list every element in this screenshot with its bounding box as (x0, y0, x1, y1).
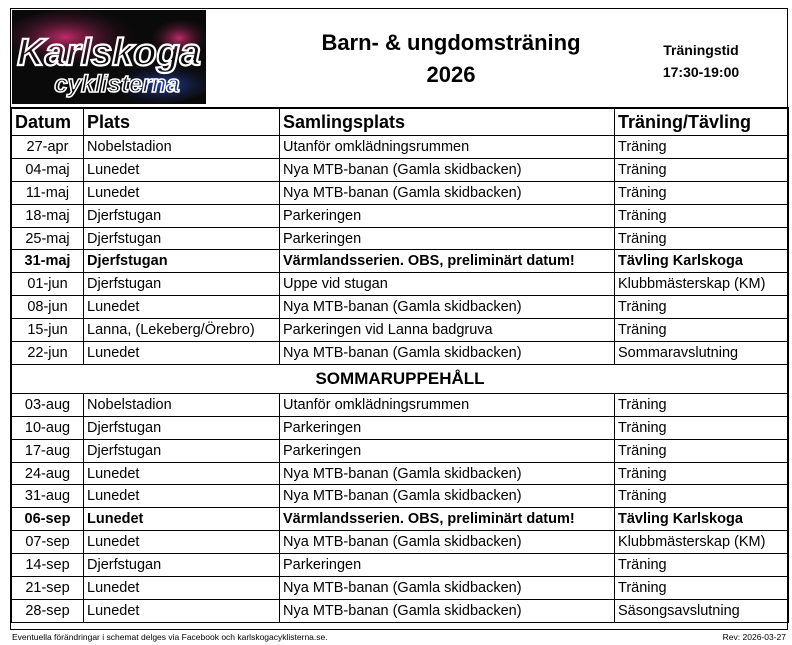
column-header-place: Plats (84, 108, 280, 136)
table-row (12, 342, 789, 365)
cell-place: Nobelstadion (84, 393, 280, 416)
cell-type: Träning (615, 577, 789, 600)
logo-graphic (12, 10, 206, 104)
column-header-type: Träning/Tävling (615, 108, 789, 136)
cell-date: 03-aug (12, 393, 84, 416)
cell-date: 18-maj (12, 204, 84, 227)
title-year: 2026 (426, 62, 476, 87)
cell-meeting-point: Utanför omklädningsrummen (280, 393, 615, 416)
summer-break-label: SOMMARUPPEHÅLL (12, 364, 789, 393)
cell-date: 08-jun (12, 296, 84, 319)
cell-date: 25-maj (12, 227, 84, 250)
schedule-sheet (10, 8, 788, 630)
table-row (12, 181, 789, 204)
cell-meeting-point: Nya MTB-banan (Gamla skidbacken) (280, 577, 615, 600)
table-row (12, 227, 789, 250)
table-row (12, 439, 789, 462)
cell-meeting-point: Nya MTB-banan (Gamla skidbacken) (280, 181, 615, 204)
cell-type: Träning (615, 485, 789, 508)
cell-meeting-point: Parkeringen (280, 204, 615, 227)
cell-place: Djerfstugan (84, 273, 280, 296)
cell-meeting-point: Nya MTB-banan (Gamla skidbacken) (280, 462, 615, 485)
table-row (12, 485, 789, 508)
cell-date: 17-aug (12, 439, 84, 462)
cell-meeting-point: Nya MTB-banan (Gamla skidbacken) (280, 342, 615, 365)
cell-type: Träning (615, 296, 789, 319)
table-row (12, 531, 789, 554)
cell-place: Lunedet (84, 577, 280, 600)
cell-meeting-point: Parkeringen vid Lanna badgruva (280, 319, 615, 342)
summer-break-row (12, 364, 789, 393)
spring-rows (12, 136, 789, 365)
table-row (12, 319, 789, 342)
cell-type: Träning (615, 227, 789, 250)
cell-meeting-point: Utanför omklädningsrummen (280, 136, 615, 159)
cell-place: Lunedet (84, 485, 280, 508)
cell-place: Lunedet (84, 531, 280, 554)
cell-date: 07-sep (12, 531, 84, 554)
cell-meeting-point: Parkeringen (280, 227, 615, 250)
cell-meeting-point: Nya MTB-banan (Gamla skidbacken) (280, 296, 615, 319)
table-row (12, 462, 789, 485)
cell-date: 15-jun (12, 319, 84, 342)
cell-date: 24-aug (12, 462, 84, 485)
cell-date: 01-jun (12, 273, 84, 296)
cell-type: Träning (615, 416, 789, 439)
cell-meeting-point: Nya MTB-banan (Gamla skidbacken) (280, 531, 615, 554)
cell-place: Lunedet (84, 296, 280, 319)
footer-note: Eventuella förändringar i schemat delges via Facebook och karlskogacyklisterna.se. (12, 632, 328, 642)
cell-type: Träning (615, 319, 789, 342)
cell-type: Träning (615, 181, 789, 204)
cell-place: Lunedet (84, 158, 280, 181)
cell-date: 14-sep (12, 554, 84, 577)
cell-meeting-point: Nya MTB-banan (Gamla skidbacken) (280, 485, 615, 508)
cell-place: Djerfstugan (84, 416, 280, 439)
cell-meeting-point: Nya MTB-banan (Gamla skidbacken) (280, 599, 615, 622)
cell-place: Lunedet (84, 508, 280, 531)
cell-place: Lunedet (84, 342, 280, 365)
cell-place: Djerfstugan (84, 439, 280, 462)
cell-type: Träning (615, 554, 789, 577)
cell-date: 22-jun (12, 342, 84, 365)
cell-date: 31-aug (12, 485, 84, 508)
table-row (12, 508, 789, 531)
cell-type: Tävling Karlskoga (615, 250, 789, 273)
logo-text-line1: Karlskoga (17, 32, 201, 74)
cell-meeting-point: Parkeringen (280, 554, 615, 577)
cell-date: 11-maj (12, 181, 84, 204)
cell-date: 27-apr (12, 136, 84, 159)
table-header-row (12, 108, 789, 136)
cell-place: Lunedet (84, 181, 280, 204)
table-row (12, 296, 789, 319)
cell-place: Lunedet (84, 462, 280, 485)
table-row (12, 577, 789, 600)
title-line1: Barn- & ungdomsträning (321, 30, 581, 55)
table-row (12, 136, 789, 159)
cell-place: Djerfstugan (84, 204, 280, 227)
table-row (12, 273, 789, 296)
cell-type: Träning (615, 439, 789, 462)
cell-place: Djerfstugan (84, 250, 280, 273)
column-header-date: Datum (12, 108, 84, 136)
cell-date: 31-maj (12, 250, 84, 273)
page-title (231, 27, 671, 91)
table-row (12, 554, 789, 577)
cell-meeting-point: Nya MTB-banan (Gamla skidbacken) (280, 158, 615, 181)
autumn-rows (12, 393, 789, 622)
cell-date: 04-maj (12, 158, 84, 181)
cell-place: Nobelstadion (84, 136, 280, 159)
cell-meeting-point: Uppe vid stugan (280, 273, 615, 296)
cell-meeting-point: Värmlandsserien. OBS, preliminärt datum! (280, 508, 615, 531)
table-row (12, 393, 789, 416)
training-time (631, 39, 771, 83)
cell-type: Träning (615, 136, 789, 159)
cell-place: Djerfstugan (84, 227, 280, 250)
header (11, 9, 787, 107)
cell-date: 10-aug (12, 416, 84, 439)
table-row (12, 204, 789, 227)
schedule-table (11, 107, 789, 623)
table-row (12, 416, 789, 439)
club-logo (12, 10, 206, 104)
table-row (12, 250, 789, 273)
training-time-label: Träningstid (663, 42, 739, 58)
cell-meeting-point: Parkeringen (280, 439, 615, 462)
cell-type: Träning (615, 462, 789, 485)
cell-date: 28-sep (12, 599, 84, 622)
logo-text-line2: cyklisterna (54, 71, 180, 98)
table-row (12, 158, 789, 181)
cell-type: Tävling Karlskoga (615, 508, 789, 531)
cell-date: 06-sep (12, 508, 84, 531)
cell-type: Säsongsavslutning (615, 599, 789, 622)
table-row (12, 599, 789, 622)
cell-type: Träning (615, 204, 789, 227)
cell-place: Lunedet (84, 599, 280, 622)
cell-type: Träning (615, 158, 789, 181)
cell-type: Sommaravslutning (615, 342, 789, 365)
column-header-meeting-point: Samlingsplats (280, 108, 615, 136)
cell-type: Träning (615, 393, 789, 416)
training-time-value: 17:30-19:00 (662, 64, 740, 80)
cell-type: Klubbmästerskap (KM) (615, 531, 789, 554)
cell-type: Klubbmästerskap (KM) (615, 273, 789, 296)
cell-place: Djerfstugan (84, 554, 280, 577)
cell-date: 21-sep (12, 577, 84, 600)
cell-place: Lanna, (Lekeberg/Örebro) (84, 319, 280, 342)
cell-meeting-point: Värmlandsserien. OBS, preliminärt datum! (280, 250, 615, 273)
footer-revision: Rev: 2026-03-27 (722, 632, 786, 642)
cell-meeting-point: Parkeringen (280, 416, 615, 439)
